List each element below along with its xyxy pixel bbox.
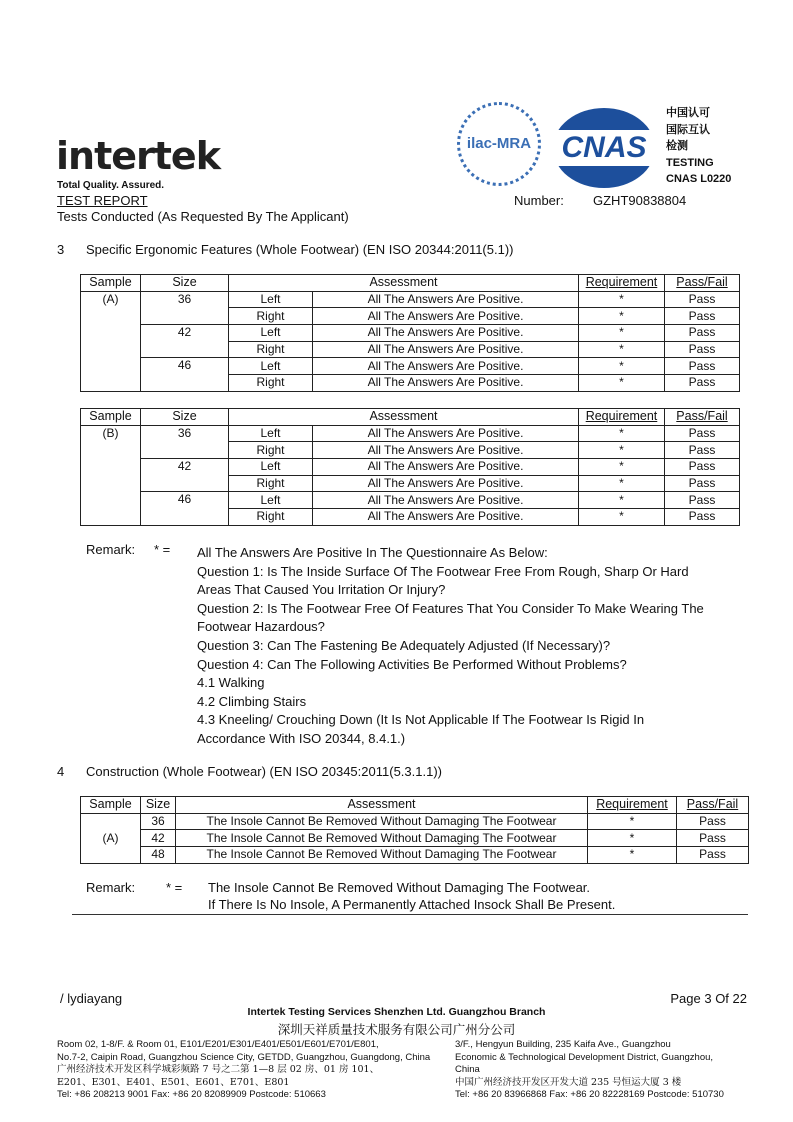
address-line: E201、E301、E401、E501、E601、E701、E801 xyxy=(57,1076,290,1088)
side-cell: Right xyxy=(229,509,313,526)
remark-line: 4.2 Climbing Stairs xyxy=(197,693,307,709)
requirement-cell: * xyxy=(588,830,677,847)
result-cell: Pass xyxy=(665,459,740,476)
remark-1-symbol: * = xyxy=(154,542,171,557)
assessment-cell: All The Answers Are Positive. xyxy=(313,358,579,375)
assessment-cell: The Insole Cannot Be Removed Without Damaging The Footwear xyxy=(176,847,588,864)
cnas-line: 国际互认 xyxy=(666,123,710,136)
divider xyxy=(72,914,748,915)
size-cell: 36 xyxy=(141,291,229,324)
header-sample: Sample xyxy=(81,409,141,426)
side-cell: Right xyxy=(229,475,313,492)
address-line: 3/F., Hengyun Building, 235 Kaifa Ave., Guangzhou xyxy=(455,1039,671,1050)
table-row xyxy=(81,358,740,375)
assessment-cell: All The Answers Are Positive. xyxy=(313,308,579,325)
side-cell: Left xyxy=(229,358,313,375)
size-cell: 36 xyxy=(141,813,176,830)
table-sample-a xyxy=(80,274,740,392)
table-row xyxy=(81,492,740,509)
side-cell: Right xyxy=(229,375,313,392)
remark-line: Question 1: Is The Inside Surface Of The Footwear Free From Rough, Sharp Or Hard xyxy=(197,563,689,579)
header-requirement: Requirement xyxy=(579,409,665,426)
remark-line: 4.1 Walking xyxy=(197,675,265,691)
requirement-cell: * xyxy=(579,509,665,526)
assessment-cell: All The Answers Are Positive. xyxy=(313,475,579,492)
side-cell: Right xyxy=(229,341,313,358)
section-4-number: 4 xyxy=(57,764,65,779)
requirement-cell: * xyxy=(579,425,665,442)
size-cell: 42 xyxy=(141,830,176,847)
requirement-cell: * xyxy=(579,442,665,459)
header-assessment: Assessment xyxy=(229,275,579,292)
side-cell: Left xyxy=(229,291,313,308)
sample-cell: (A) xyxy=(81,291,141,391)
table-header xyxy=(81,409,740,426)
cnas-logo xyxy=(553,108,655,188)
address-line: Economic & Technological Development District, Guangzhou, xyxy=(455,1051,714,1063)
requirement-cell: * xyxy=(579,492,665,509)
header-requirement: Requirement xyxy=(588,797,677,814)
cnas-line: 中国认可 xyxy=(666,107,710,119)
requirement-cell: * xyxy=(588,847,677,864)
page-number: Page 3 Of 22 xyxy=(670,991,747,1006)
header-size: Size xyxy=(141,797,176,814)
assessment-cell: All The Answers Are Positive. xyxy=(313,442,579,459)
address-line: Room 02, 1-8/F. & Room 01, E101/E201/E301/E401/E501/E601/E701/E801, xyxy=(57,1039,379,1050)
report-number: GZHT90838804 xyxy=(593,193,687,208)
ilac-text: ilac-MRA xyxy=(466,135,532,152)
assessment-cell: All The Answers Are Positive. xyxy=(313,509,579,526)
requirement-cell: * xyxy=(588,813,677,830)
result-cell: Pass xyxy=(665,492,740,509)
address-line: No.7-2, Caipin Road, Guangzhou Science City, GETDD, Guangzhou, Guangdong, China xyxy=(57,1051,431,1063)
header-sample: Sample xyxy=(81,275,141,292)
table-row xyxy=(81,291,740,308)
remark-2-text xyxy=(208,880,615,913)
report-title: TEST REPORT xyxy=(57,193,148,208)
remark-line: Question 3: Can The Fastening Be Adequately Adjusted (If Necessary)? xyxy=(197,637,611,653)
side-cell: Left xyxy=(229,325,313,342)
section-3-number: 3 xyxy=(57,242,65,257)
assessment-cell: All The Answers Are Positive. xyxy=(313,341,579,358)
result-cell: Pass xyxy=(665,341,740,358)
table-row xyxy=(81,813,749,830)
assessment-cell: The Insole Cannot Be Removed Without Damaging The Footwear xyxy=(176,813,588,830)
result-cell: Pass xyxy=(665,425,740,442)
cnas-line: TESTING xyxy=(666,156,714,169)
result-cell: Pass xyxy=(665,475,740,492)
size-cell: 46 xyxy=(141,358,229,391)
author: / lydiayang xyxy=(60,991,123,1006)
result-cell: Pass xyxy=(665,308,740,325)
table-row xyxy=(81,847,749,864)
cnas-line: 检测 xyxy=(666,140,688,152)
address-line: China xyxy=(455,1064,480,1075)
table-header xyxy=(81,275,740,292)
result-cell: Pass xyxy=(665,291,740,308)
result-cell: Pass xyxy=(665,375,740,392)
address-line: Tel: +86 20 83966868 Fax: +86 20 82228169 Postcode: 510730 xyxy=(455,1089,724,1100)
report-subtitle: Tests Conducted (As Requested By The Applicant) xyxy=(57,209,349,224)
side-cell: Right xyxy=(229,442,313,459)
remark-line: Footwear Hazardous? xyxy=(197,619,325,635)
remark-1-text xyxy=(197,544,704,749)
remark-line: The Insole Cannot Be Removed Without Damaging The Footwear. xyxy=(208,880,591,895)
assessment-cell: The Insole Cannot Be Removed Without Damaging The Footwear xyxy=(176,830,588,847)
table-sample-b xyxy=(80,408,740,526)
footer-address-right xyxy=(455,1039,724,1102)
result-cell: Pass xyxy=(677,813,749,830)
number-label: Number: xyxy=(514,193,564,208)
header-passfail: Pass/Fail xyxy=(665,275,740,292)
requirement-cell: * xyxy=(579,325,665,342)
requirement-cell: * xyxy=(579,308,665,325)
address-line: 中国广州经济技开发区开发大道 235 号恒运大厦 3 楼 xyxy=(455,1076,682,1088)
header-size: Size xyxy=(141,275,229,292)
remark-2-label: Remark: xyxy=(86,880,136,895)
table-row xyxy=(81,325,740,342)
header-sample: Sample xyxy=(81,797,141,814)
remark-line: If There Is No Insole, A Permanently Attached Insock Shall Be Present. xyxy=(208,896,616,912)
remark-line: 4.3 Kneeling/ Crouching Down (It Is Not Applicable If The Footwear Is Rigid In xyxy=(197,712,645,728)
requirement-cell: * xyxy=(579,341,665,358)
cnas-line: CNAS L0220 xyxy=(666,173,732,185)
result-cell: Pass xyxy=(665,442,740,459)
section-3-title: Specific Ergonomic Features (Whole Footwear) (EN ISO 20344:2011(5.1)) xyxy=(86,242,514,257)
size-cell: 36 xyxy=(141,425,229,458)
remark-line: All The Answers Are Positive In The Questionnaire As Below: xyxy=(197,545,548,560)
tagline: Total Quality. Assured. xyxy=(57,180,165,191)
side-cell: Left xyxy=(229,459,313,476)
address-line: 广州经济技术开发区科学城彩频路 7 号之二第 1—8 层 02 房、01 房 101、 xyxy=(57,1064,380,1075)
requirement-cell: * xyxy=(579,459,665,476)
remark-2-symbol: * = xyxy=(166,880,183,895)
company-name: Intertek Testing Services Shenzhen Ltd. Guangzhou Branch xyxy=(247,1006,546,1018)
cnas-accreditation-text xyxy=(666,105,731,188)
size-cell: 48 xyxy=(141,847,176,864)
table-row xyxy=(81,425,740,442)
header-assessment: Assessment xyxy=(176,797,588,814)
remark-line: Accordance With ISO 20344, 8.4.1.) xyxy=(197,730,406,746)
header-passfail: Pass/Fail xyxy=(677,797,749,814)
header-assessment: Assessment xyxy=(229,409,579,426)
ilac-mra-logo xyxy=(457,102,541,186)
remark-1-label: Remark: xyxy=(86,542,136,557)
assessment-cell: All The Answers Are Positive. xyxy=(313,291,579,308)
sample-cell: (B) xyxy=(81,425,141,525)
result-cell: Pass xyxy=(665,325,740,342)
company-name-cn: 深圳天祥质量技术服务有限公司广州分公司 xyxy=(277,1022,516,1037)
section-4-title: Construction (Whole Footwear) (EN ISO 20345:2011(5.3.1.1)) xyxy=(86,764,442,779)
requirement-cell: * xyxy=(579,375,665,392)
side-cell: Left xyxy=(229,425,313,442)
size-cell: 42 xyxy=(141,459,229,492)
header-requirement: Requirement xyxy=(579,275,665,292)
remark-line: Question 4: Can The Following Activities Be Performed Without Problems? xyxy=(197,656,627,672)
address-line: Tel: +86 208213 9001 Fax: +86 20 82089909 Postcode: 510663 xyxy=(57,1089,326,1100)
remark-line: Question 2: Is The Footwear Free Of Features That You Consider To Make Wearing The xyxy=(197,600,704,616)
requirement-cell: * xyxy=(579,475,665,492)
remark-line: Areas That Caused You Irritation Or Injury? xyxy=(197,582,446,598)
requirement-cell: * xyxy=(579,291,665,308)
sample-cell: (A) xyxy=(81,813,141,863)
table-row xyxy=(81,459,740,476)
requirement-cell: * xyxy=(579,358,665,375)
assessment-cell: All The Answers Are Positive. xyxy=(313,492,579,509)
size-cell: 42 xyxy=(141,325,229,358)
assessment-cell: All The Answers Are Positive. xyxy=(313,375,579,392)
intertek-logo: intertek xyxy=(56,134,220,178)
result-cell: Pass xyxy=(665,358,740,375)
table-header xyxy=(81,797,749,814)
header-size: Size xyxy=(141,409,229,426)
side-cell: Right xyxy=(229,308,313,325)
cnas-text: CNAS xyxy=(553,130,655,166)
assessment-cell: All The Answers Are Positive. xyxy=(313,459,579,476)
table-row xyxy=(81,830,749,847)
result-cell: Pass xyxy=(665,509,740,526)
size-cell: 46 xyxy=(141,492,229,525)
result-cell: Pass xyxy=(677,847,749,864)
side-cell: Left xyxy=(229,492,313,509)
result-cell: Pass xyxy=(677,830,749,847)
footer-address-left xyxy=(57,1039,430,1102)
header-passfail: Pass/Fail xyxy=(665,409,740,426)
assessment-cell: All The Answers Are Positive. xyxy=(313,325,579,342)
table-construction xyxy=(80,796,749,864)
assessment-cell: All The Answers Are Positive. xyxy=(313,425,579,442)
